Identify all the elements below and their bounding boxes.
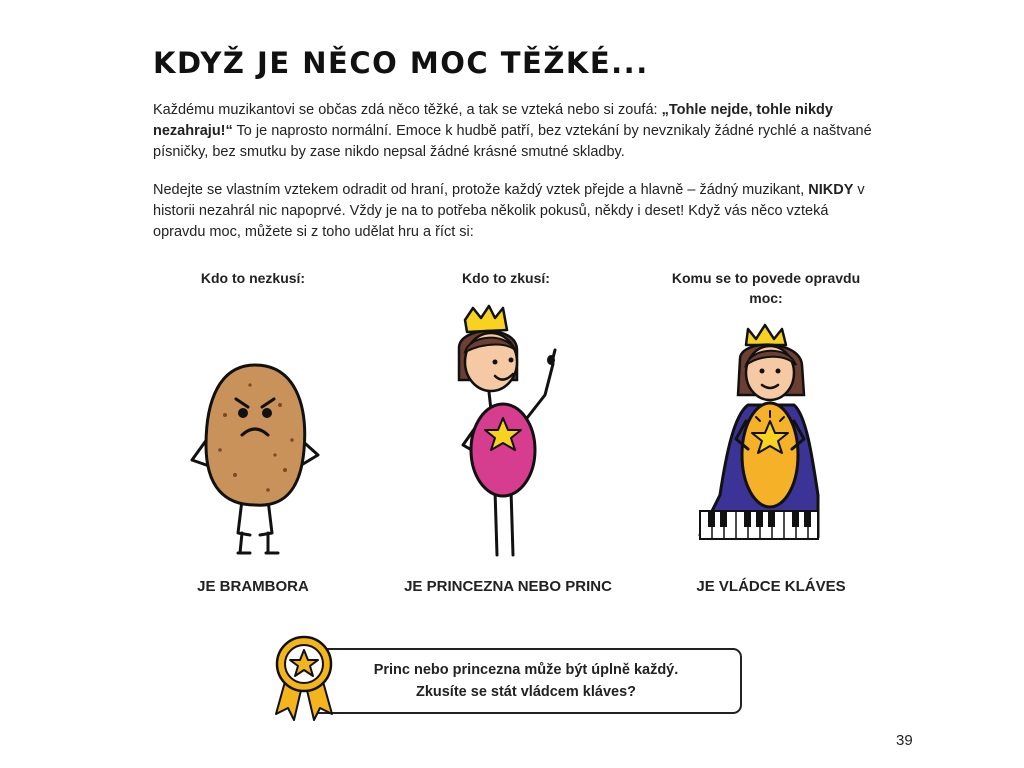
figure-1-heading: Kdo to nezkusí:	[200, 270, 306, 286]
note-box	[310, 648, 742, 714]
page-number: 39	[896, 732, 913, 749]
paragraph-2	[153, 180, 873, 243]
paragraph-2-text: Nedejte se vlastním vztekem odradit od hraní, protože každý vztek přejde a hlavně – žádný muzikant,	[153, 182, 809, 198]
figure-3-caption: JE VLÁDCE KLÁVES	[696, 578, 846, 595]
king-of-keys-character-icon	[690, 325, 835, 565]
paragraph-1-quote: „Tohle nejde, tohle nikdy nezahraju!“	[153, 102, 833, 139]
award-badge-icon	[272, 634, 336, 722]
paragraph-2-rest: v historii nezahrál nic napoprvé. Vždy je na to potřeba několik pokusů, někdy i deset! Když vás něco vzteká opravdu moc, můžete si z toho udělat hru a říct si:	[153, 182, 865, 240]
note-line-1: Princ nebo princezna může být úplně každý.	[373, 662, 679, 678]
figure-2-caption: JE PRINCEZNA NEBO PRINC	[404, 578, 612, 595]
potato-character-icon	[180, 355, 330, 565]
paragraph-2-emphasis: NIKDY	[808, 182, 854, 198]
paragraph-1-rest: To je naprosto normální. Emoce k hudbě patří, bez vztekání by nevznikaly žádné rychlé a naštvané písničky, bez smutku by zase nikdo nepsal žádné krásné smutné skladby.	[153, 123, 872, 160]
page-title: KDYŽ JE NĚCO MOC TĚŽKÉ...	[153, 46, 649, 80]
princess-character-icon	[445, 300, 575, 565]
note-line-2: Zkusíte se stát vládcem kláves?	[415, 684, 637, 700]
paragraph-1	[153, 100, 873, 163]
figure-2-heading: Kdo to zkusí:	[462, 270, 550, 286]
figure-3-heading: Komu se to povede opravdu moc:	[671, 270, 861, 306]
paragraph-1-text: Každému muzikantovi se občas zdá něco těžké, a tak se vzteká nebo si zoufá:	[153, 102, 662, 118]
figure-1-caption: JE BRAMBORA	[197, 578, 309, 595]
